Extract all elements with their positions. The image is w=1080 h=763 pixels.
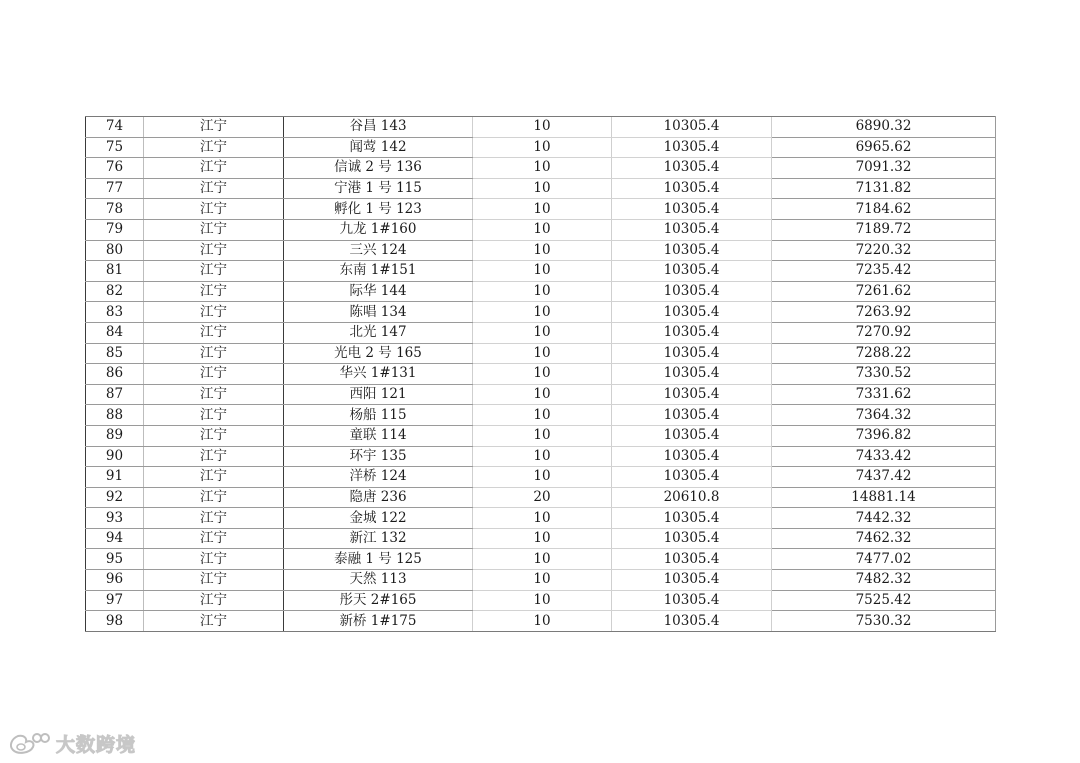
cell-station-name: 闻莺 142 <box>284 137 473 158</box>
cell-value: 7288.22 <box>772 343 996 364</box>
cell-count: 20 <box>473 487 612 508</box>
cell-value: 14881.14 <box>772 487 996 508</box>
cell-amount: 10305.4 <box>612 199 772 220</box>
cell-amount: 10305.4 <box>612 302 772 323</box>
cell-amount: 10305.4 <box>612 137 772 158</box>
cell-index: 91 <box>86 467 144 488</box>
cell-station-name: 陈唱 134 <box>284 302 473 323</box>
cell-index: 96 <box>86 570 144 591</box>
cell-district: 江宁 <box>144 384 284 405</box>
cell-count: 10 <box>473 528 612 549</box>
table-row <box>86 261 996 282</box>
cell-value: 7263.92 <box>772 302 996 323</box>
table-row <box>86 405 996 426</box>
cell-district: 江宁 <box>144 528 284 549</box>
cell-value: 6890.32 <box>772 117 996 138</box>
cell-index: 94 <box>86 528 144 549</box>
cell-value: 7477.02 <box>772 549 996 570</box>
cell-value: 7437.42 <box>772 467 996 488</box>
cell-district: 江宁 <box>144 219 284 240</box>
cell-district: 江宁 <box>144 158 284 179</box>
table-row <box>86 240 996 261</box>
cell-district: 江宁 <box>144 199 284 220</box>
cell-count: 10 <box>473 219 612 240</box>
cell-district: 江宁 <box>144 611 284 632</box>
table-row <box>86 446 996 467</box>
cell-station-name: 洋桥 124 <box>284 467 473 488</box>
cell-station-name: 东南 1#151 <box>284 261 473 282</box>
cell-count: 10 <box>473 467 612 488</box>
cell-district: 江宁 <box>144 467 284 488</box>
cell-value: 7462.32 <box>772 528 996 549</box>
cell-count: 10 <box>473 302 612 323</box>
cell-station-name: 华兴 1#131 <box>284 364 473 385</box>
cell-district: 江宁 <box>144 240 284 261</box>
cell-amount: 10305.4 <box>612 364 772 385</box>
cell-station-name: 三兴 124 <box>284 240 473 261</box>
cell-district: 江宁 <box>144 117 284 138</box>
table-row <box>86 570 996 591</box>
table-row <box>86 590 996 611</box>
cell-index: 90 <box>86 446 144 467</box>
cell-district: 江宁 <box>144 343 284 364</box>
cell-district: 江宁 <box>144 508 284 529</box>
cell-value: 7364.32 <box>772 405 996 426</box>
weibo-logo-icon <box>8 730 50 756</box>
cell-district: 江宁 <box>144 178 284 199</box>
cell-count: 10 <box>473 281 612 302</box>
cell-value: 7433.42 <box>772 446 996 467</box>
cell-amount: 10305.4 <box>612 549 772 570</box>
cell-station-name: 信诚 2 号 136 <box>284 158 473 179</box>
cell-amount: 10305.4 <box>612 240 772 261</box>
cell-count: 10 <box>473 199 612 220</box>
cell-value: 7331.62 <box>772 384 996 405</box>
table-row <box>86 487 996 508</box>
cell-amount: 10305.4 <box>612 343 772 364</box>
cell-value: 7442.32 <box>772 508 996 529</box>
cell-count: 10 <box>473 178 612 199</box>
cell-amount: 10305.4 <box>612 425 772 446</box>
table-row <box>86 343 996 364</box>
cell-index: 83 <box>86 302 144 323</box>
watermark-text: 大数跨境 <box>56 733 137 756</box>
cell-value: 7220.32 <box>772 240 996 261</box>
cell-index: 86 <box>86 364 144 385</box>
cell-station-name: 金城 122 <box>284 508 473 529</box>
cell-station-name: 彤天 2#165 <box>284 590 473 611</box>
cell-index: 87 <box>86 384 144 405</box>
cell-amount: 10305.4 <box>612 281 772 302</box>
cell-amount: 10305.4 <box>612 219 772 240</box>
cell-amount: 10305.4 <box>612 570 772 591</box>
cell-index: 79 <box>86 219 144 240</box>
table-row <box>86 281 996 302</box>
cell-value: 6965.62 <box>772 137 996 158</box>
cell-value: 7189.72 <box>772 219 996 240</box>
cell-count: 10 <box>473 611 612 632</box>
cell-value: 7261.62 <box>772 281 996 302</box>
cell-station-name: 杨船 115 <box>284 405 473 426</box>
cell-amount: 10305.4 <box>612 528 772 549</box>
cell-value: 7525.42 <box>772 590 996 611</box>
data-table <box>85 116 996 632</box>
cell-count: 10 <box>473 240 612 261</box>
cell-count: 10 <box>473 590 612 611</box>
cell-station-name: 光电 2 号 165 <box>284 343 473 364</box>
table-row <box>86 322 996 343</box>
cell-index: 76 <box>86 158 144 179</box>
cell-station-name: 谷昌 143 <box>284 117 473 138</box>
cell-index: 78 <box>86 199 144 220</box>
cell-station-name: 九龙 1#160 <box>284 219 473 240</box>
cell-value: 7396.82 <box>772 425 996 446</box>
cell-count: 10 <box>473 158 612 179</box>
cell-count: 10 <box>473 322 612 343</box>
cell-count: 10 <box>473 343 612 364</box>
cell-index: 97 <box>86 590 144 611</box>
cell-index: 93 <box>86 508 144 529</box>
table-row <box>86 158 996 179</box>
table-row <box>86 467 996 488</box>
cell-index: 77 <box>86 178 144 199</box>
cell-count: 10 <box>473 508 612 529</box>
cell-index: 88 <box>86 405 144 426</box>
cell-value: 7330.52 <box>772 364 996 385</box>
cell-index: 92 <box>86 487 144 508</box>
cell-station-name: 宁港 1 号 115 <box>284 178 473 199</box>
cell-value: 7270.92 <box>772 322 996 343</box>
table-row <box>86 508 996 529</box>
cell-amount: 10305.4 <box>612 261 772 282</box>
cell-district: 江宁 <box>144 322 284 343</box>
cell-index: 98 <box>86 611 144 632</box>
table-row <box>86 137 996 158</box>
cell-amount: 10305.4 <box>612 158 772 179</box>
cell-index: 75 <box>86 137 144 158</box>
cell-index: 82 <box>86 281 144 302</box>
cell-index: 74 <box>86 117 144 138</box>
cell-count: 10 <box>473 425 612 446</box>
cell-district: 江宁 <box>144 405 284 426</box>
cell-count: 10 <box>473 364 612 385</box>
table-row <box>86 528 996 549</box>
cell-value: 7131.82 <box>772 178 996 199</box>
table-body <box>86 117 996 632</box>
cell-count: 10 <box>473 405 612 426</box>
cell-index: 95 <box>86 549 144 570</box>
table-row <box>86 178 996 199</box>
cell-station-name: 新江 132 <box>284 528 473 549</box>
cell-amount: 20610.8 <box>612 487 772 508</box>
cell-amount: 10305.4 <box>612 611 772 632</box>
cell-district: 江宁 <box>144 302 284 323</box>
table-row <box>86 199 996 220</box>
cell-station-name: 际华 144 <box>284 281 473 302</box>
cell-station-name: 隐唐 236 <box>284 487 473 508</box>
cell-station-name: 北光 147 <box>284 322 473 343</box>
cell-amount: 10305.4 <box>612 384 772 405</box>
cell-amount: 10305.4 <box>612 405 772 426</box>
table-row <box>86 117 996 138</box>
cell-amount: 10305.4 <box>612 446 772 467</box>
cell-amount: 10305.4 <box>612 322 772 343</box>
cell-station-name: 环宇 135 <box>284 446 473 467</box>
cell-district: 江宁 <box>144 590 284 611</box>
cell-count: 10 <box>473 384 612 405</box>
cell-value: 7184.62 <box>772 199 996 220</box>
cell-amount: 10305.4 <box>612 508 772 529</box>
cell-amount: 10305.4 <box>612 178 772 199</box>
cell-index: 81 <box>86 261 144 282</box>
cell-amount: 10305.4 <box>612 467 772 488</box>
cell-station-name: 孵化 1 号 123 <box>284 199 473 220</box>
cell-index: 84 <box>86 322 144 343</box>
cell-value: 7482.32 <box>772 570 996 591</box>
cell-station-name: 童联 114 <box>284 425 473 446</box>
table-row <box>86 302 996 323</box>
cell-amount: 10305.4 <box>612 590 772 611</box>
cell-index: 89 <box>86 425 144 446</box>
cell-district: 江宁 <box>144 281 284 302</box>
cell-count: 10 <box>473 117 612 138</box>
cell-count: 10 <box>473 261 612 282</box>
cell-district: 江宁 <box>144 261 284 282</box>
cell-station-name: 西阳 121 <box>284 384 473 405</box>
watermark <box>8 728 136 758</box>
cell-index: 80 <box>86 240 144 261</box>
cell-district: 江宁 <box>144 446 284 467</box>
cell-district: 江宁 <box>144 570 284 591</box>
cell-value: 7530.32 <box>772 611 996 632</box>
table-row <box>86 425 996 446</box>
table-row <box>86 611 996 632</box>
cell-district: 江宁 <box>144 487 284 508</box>
cell-count: 10 <box>473 549 612 570</box>
cell-district: 江宁 <box>144 364 284 385</box>
cell-district: 江宁 <box>144 137 284 158</box>
cell-station-name: 天然 113 <box>284 570 473 591</box>
table-row <box>86 219 996 240</box>
cell-count: 10 <box>473 446 612 467</box>
cell-index: 85 <box>86 343 144 364</box>
cell-value: 7091.32 <box>772 158 996 179</box>
cell-count: 10 <box>473 137 612 158</box>
table-row <box>86 384 996 405</box>
table-row <box>86 364 996 385</box>
cell-value: 7235.42 <box>772 261 996 282</box>
cell-count: 10 <box>473 570 612 591</box>
cell-amount: 10305.4 <box>612 117 772 138</box>
cell-district: 江宁 <box>144 425 284 446</box>
table-row <box>86 549 996 570</box>
cell-station-name: 新桥 1#175 <box>284 611 473 632</box>
cell-district: 江宁 <box>144 549 284 570</box>
cell-station-name: 泰融 1 号 125 <box>284 549 473 570</box>
